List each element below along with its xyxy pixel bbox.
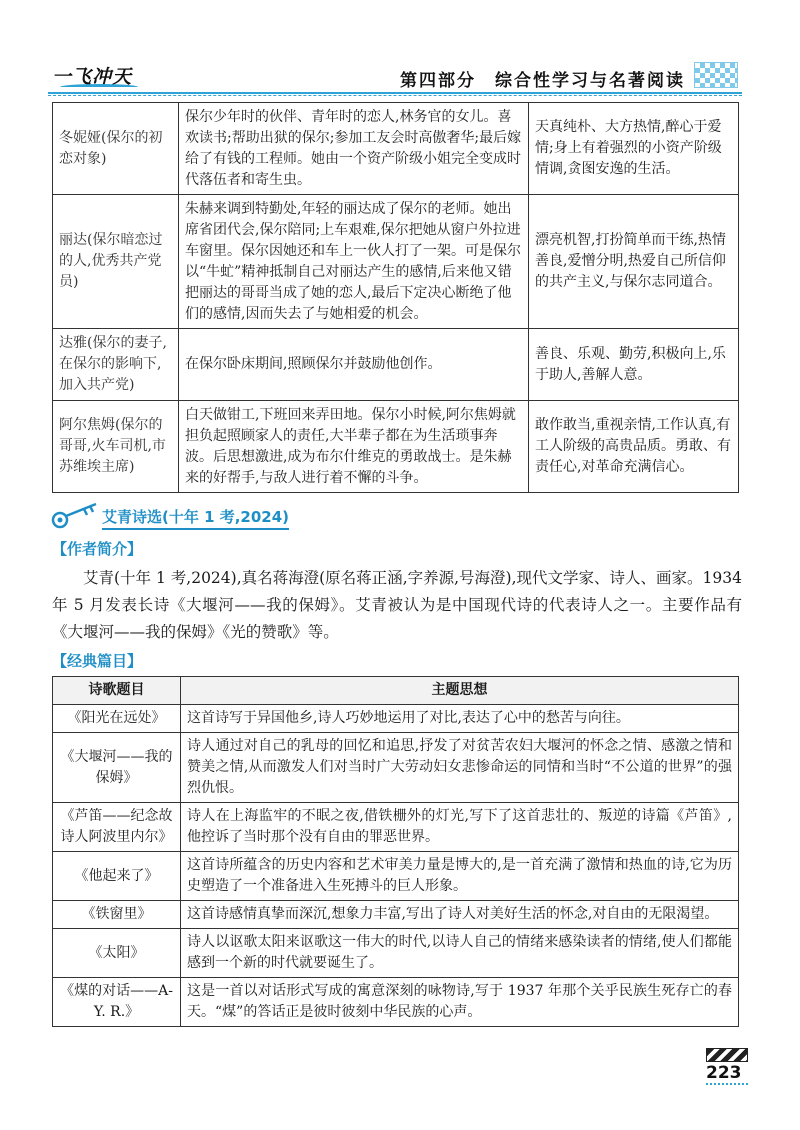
poem-theme: 这首诗写于异国他乡,诗人巧妙地运用了对比,表达了心中的愁苦与向往。	[181, 705, 739, 733]
character-story: 保尔少年时的伙伴、青年时的恋人,林务官的女儿。喜欢读书;帮助出狱的保尔;参加工友会时高傲奢华;最后嫁给了有钱的工程师。她由一个资产阶级小姐完全变成时代落伍者和寄生虫。	[179, 103, 529, 195]
column-header-title: 诗歌题目	[53, 677, 181, 705]
character-name: 阿尔焦姆(保尔的哥哥,火车司机,市苏维埃主席)	[53, 401, 179, 493]
character-traits: 敢作敢当,重视亲情,工作认真,有工人阶级的高贵品质。勇敢、有责任心,对革命充满信心。	[529, 401, 739, 493]
table-row	[53, 401, 739, 493]
key-icon	[50, 500, 100, 532]
page-number: 223	[706, 1063, 742, 1083]
page-header	[0, 0, 800, 100]
poem-title: 《煤的对话——A-Y. R.》	[53, 978, 181, 1027]
character-traits: 善良、乐观、勤劳,积极向上,乐于助人,善解人意。	[529, 329, 739, 401]
table-row	[53, 901, 739, 929]
poet-section-heading	[50, 500, 310, 532]
table-row	[53, 852, 739, 901]
poem-theme: 这首诗感情真挚而深沉,想象力丰富,写出了诗人对美好生活的怀念,对自由的无限渴望。	[181, 901, 739, 929]
poem-theme: 诗人以讴歌太阳来讴歌这一伟大的时代,以诗人自己的情绪来感染读者的情绪,使人们都能感到一个新的时代就要诞生了。	[181, 929, 739, 978]
poem-theme: 诗人通过对自己的乳母的回忆和追思,抒发了对贫苦农妇大堰河的怀念之情、感激之情和赞美之情,从而激发人们对当时广大劳动妇女悲惨命运的同情和当时“不公道的世界”的强烈仇恨。	[181, 733, 739, 803]
brand-logo: 一飞冲天	[52, 66, 133, 88]
table-row	[53, 103, 739, 195]
poem-title: 《芦笛——纪念故诗人阿波里内尔》	[53, 803, 181, 852]
poem-title: 《太阳》	[53, 929, 181, 978]
table-row	[53, 803, 739, 852]
character-name: 达雅(保尔的妻子,在保尔的影响下,加入共产党)	[53, 329, 179, 401]
classic-works-label: 【经典篇目】	[52, 652, 143, 670]
character-story: 白天做钳工,下班回来弄田地。保尔小时候,阿尔焦姆就担负起照顾家人的责任,大半辈子都在为生活琐事奔波。后思想激进,成为布尔什维克的勇敢战士。是朱赫来的好帮手,与敌人进行着不懈的斗争。	[179, 401, 529, 493]
poem-title: 《铁窗里》	[53, 901, 181, 929]
section-title: 第四部分 综合性学习与名著阅读	[400, 71, 685, 91]
checker-decoration-icon	[694, 62, 738, 88]
table-row	[53, 929, 739, 978]
page-number-underline	[706, 1083, 748, 1085]
author-bio: 艾青(十年 1 考,2024),真名蒋海澄(原名蒋正涵,字养源,号海澄),现代文学家、诗人、画家。1934 年 5 月发表长诗《大堰河——我的保姆》。艾青被认为是中国现代诗的代表诗人之一。主要作品有《大堰河——我的保姆》《光的赞歌》等。	[52, 569, 742, 641]
character-name: 丽达(保尔暗恋过的人,优秀共产党员)	[53, 195, 179, 329]
poet-section-title: 艾青诗选(十年 1 考,2024)	[102, 506, 289, 530]
table-row	[53, 329, 739, 401]
table-row	[53, 705, 739, 733]
poem-title: 《阳光在远处》	[53, 705, 181, 733]
page-number-badge	[700, 1048, 750, 1088]
character-story: 朱赫来调到特勤处,年轻的丽达成了保尔的老师。她出席省团代会,保尔陪同;上车艰难,保尔把她从窗户外拉进车窗里。保尔因她还和车上一伙人打了一架。可是保尔以“牛虻”精神抵制自己对丽达产生的感情,后来他又错把丽达的哥哥当成了她的恋人,最后下定决心断绝了他们的感情,因而失去了与她相爱的机会。	[179, 195, 529, 329]
table-row	[53, 978, 739, 1027]
table-header-row	[53, 677, 739, 705]
character-traits: 漂亮机智,打扮简单而干练,热情善良,爱憎分明,热爱自己所信仰的共产主义,与保尔志同道合。	[529, 195, 739, 329]
poem-title: 《他起来了》	[53, 852, 181, 901]
table-row	[53, 195, 739, 329]
poem-theme: 这首诗所蕴含的历史内容和艺术审美力量是博大的,是一首充满了激情和热血的诗,它为历史塑造了一个准备进入生死搏斗的巨人形象。	[181, 852, 739, 901]
character-name: 冬妮娅(保尔的初恋对象)	[53, 103, 179, 195]
author-intro-label: 【作者简介】	[52, 540, 143, 558]
character-traits: 天真纯朴、大方热情,醉心于爱情;身上有着强烈的小资产阶级情调,贪图安逸的生活。	[529, 103, 739, 195]
poem-theme: 这是一首以对话形式写成的寓意深刻的咏物诗,写于 1937 年那个关乎民族生死存亡的春天。“煤”的答话正是彼时彼刻中华民族的心声。	[181, 978, 739, 1027]
clapper-stripes-icon	[706, 1048, 748, 1062]
column-header-theme: 主题思想	[181, 677, 739, 705]
poem-theme: 诗人在上海监牢的不眠之夜,借铁栅外的灯光,写下了这首悲壮的、叛逆的诗篇《芦笛》,他控诉了当时那个没有自由的罪恶世界。	[181, 803, 739, 852]
poems-table	[52, 676, 739, 1027]
character-story: 在保尔卧床期间,照顾保尔并鼓励他创作。	[179, 329, 529, 401]
brand-swoosh-decoration	[60, 84, 138, 90]
header-divider	[48, 92, 742, 96]
table-row	[53, 733, 739, 803]
poem-title: 《大堰河——我的保姆》	[53, 733, 181, 803]
character-table	[52, 102, 739, 493]
